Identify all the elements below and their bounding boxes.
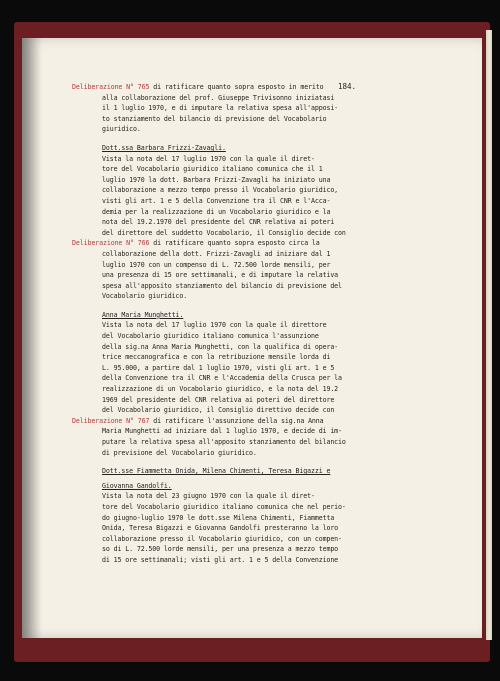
line-text: della sig.na Anna Maria Munghetti, con la qualifica di opera- [102,342,339,351]
deliberation-number: Deliberazione N° 765 [72,83,150,91]
line-text: una presenza di 15 ore settimanali, e di imputare la relativa [102,271,339,280]
line-text: to stanziamento del bilancio di previsione del Vocabolario [102,114,327,123]
text-line [92,502,472,513]
deliberation-number: Deliberazione N° 767 [72,416,150,425]
page-content [72,82,472,570]
line-text: tore del Vocabolario giuridico italiano comunica che nel perio- [102,502,346,511]
line-text: spesa all'apposito stanziamento del bilancio di previsione del [102,281,342,290]
line-text: so di L. 72.500 lorde mensili, per una presenza a mezzo tempo [102,545,339,554]
line-text: del Vocabolario giuridico italiano comunica l'assunzione [102,332,319,341]
text-line [92,363,472,374]
text-line [92,291,472,302]
line-text: Vista la nota del 17 luglio 1970 con la quale il direttore [102,321,327,330]
line-text: luglio 1970 con un compenso di L. 72.500 lorde mensili, per [102,260,331,269]
line-text: realizzazione di un Vocabolario giuridico, e la nota del 19.2 [102,385,339,394]
line-text: Vocabolario giuridico. [102,292,188,301]
text-line [72,238,472,249]
text-line [92,534,472,545]
line-text: della Convenzione tra il CNR e l'Accademia della Crusca per la [102,374,342,383]
line-text: demia per la realizzazione di un Vocabolario giuridico e la [102,207,331,216]
text-line [92,342,472,353]
text-line [92,93,472,104]
text-line [92,154,472,165]
spine-shadow [22,38,42,638]
page-number: 184. [338,82,357,91]
text-line [92,228,472,239]
line-text: giuridico. [102,125,141,134]
text-line [92,207,472,218]
text-line [92,103,472,114]
line-text: putare la relativa spesa all'apposito stanziamento del bilancio [102,438,346,446]
paragraph-gap [92,566,472,570]
section-heading: Dott.sse Fiammetta Onida, Milena Chimenti, Teresa Bigazzi e [102,467,331,476]
deliberation-number: Deliberazione N° 766 [72,239,150,248]
text-line [92,320,472,331]
line-text: del Vocabolario giuridico, il Consiglio direttivo decide con [102,406,335,415]
line-text: di previsione del Vocabolario giuridico. [102,448,257,457]
line-text: collaborazione a mezzo tempo presso il Vocabolario giuridico, [102,186,339,195]
text-line [92,331,472,342]
text-line [92,395,472,406]
line-text: collaborazione presso il Vocabolario giuridico, con un compen- [102,534,342,543]
line-text: del direttore del suddetto Vocabolario, il Consiglio decide con [102,228,346,237]
text-line [92,491,472,502]
text-line [92,217,472,228]
text-line [72,82,472,93]
line-text: luglio 1970 la dott. Barbara Frizzi-Zavagli ha iniziato una [102,175,331,184]
text-line [92,426,472,437]
text-line [92,448,472,459]
text-line [92,185,472,196]
line-text: 1969 del presidente del CNR relativa ai poteri del direttore [102,395,335,404]
line-text: visti gli art. 1 e 5 della Convenzione tra il CNR e l'Acca- [102,196,331,205]
text-line [92,384,472,395]
paragraph-gap [92,135,472,139]
line-text: tore del Vocabolario giuridico italiano comunica che il 1 [102,165,323,174]
line-text: di 15 ore settimanali; visti gli art. 1 e 5 della Convenzione [102,555,339,564]
paragraph-gap [92,458,472,462]
line-text: Onida, Teresa Bigazzi e Giovanna Gandolfi presteranno la loro [102,524,339,533]
text-line [92,373,472,384]
line-text: collaborazione della dott. Frizzi-Zavagli ad iniziare dal 1 [102,249,331,258]
text-line [92,523,472,534]
line-text: Vista la nota del 17 luglio 1970 con la quale il diret- [102,154,315,163]
text-line [92,260,472,271]
text-line [92,555,472,566]
text-line [92,249,472,260]
text-line [92,175,472,186]
text-line [92,544,472,555]
text-line [92,196,472,207]
text-line [72,416,472,427]
line-text: il 1 luglio 1970, e di imputare la relativa spesa all'apposi- [102,104,339,113]
line-text: do giugno-luglio 1970 le dott.sse Milena Chimenti, Fiammetta [102,513,335,522]
text-line [92,164,472,175]
line-text: nota del 19.2.1970 del presidente del CNR relativa ai poteri [102,218,335,227]
text-line [92,270,472,281]
section-heading: Giovanna Gandolfi. [102,481,172,490]
line-text: di ratificare quanto sopra esposto circa la [149,239,320,248]
text-line [92,513,472,524]
text-line [92,124,472,135]
document-page [22,38,482,638]
section-heading: Dott.ssa Barbara Frizzi-Zavagli. [102,143,226,152]
page-edge [486,30,492,640]
line-text: Vista la nota del 23 giugno 1970 con la quale il diret- [102,492,315,501]
line-text: Maria Munghetti ad iniziare dal 1 luglio 1970, e decide di im- [102,427,342,436]
section-heading: Anna Maria Munghetti. [102,310,184,319]
text-line [92,405,472,416]
line-text: di ratificare quanto sopra esposto in merito [149,83,324,91]
line-text: trice meccanografica e con la retribuzione mensile lorda di [102,353,331,362]
text-line [92,281,472,292]
line-text: L. 95.000, a partire dal 1 luglio 1970, visti gli art. 1 e 5 [102,363,335,372]
text-line [92,114,472,125]
text-line [92,352,472,363]
line-text: di ratificare l'assunzione della sig.na Anna [149,416,324,425]
line-text: alla collaborazione del prof. Giuseppe Trivisonno iniziatasi [102,93,335,102]
paragraph-gap [92,302,472,306]
text-line [92,437,472,448]
